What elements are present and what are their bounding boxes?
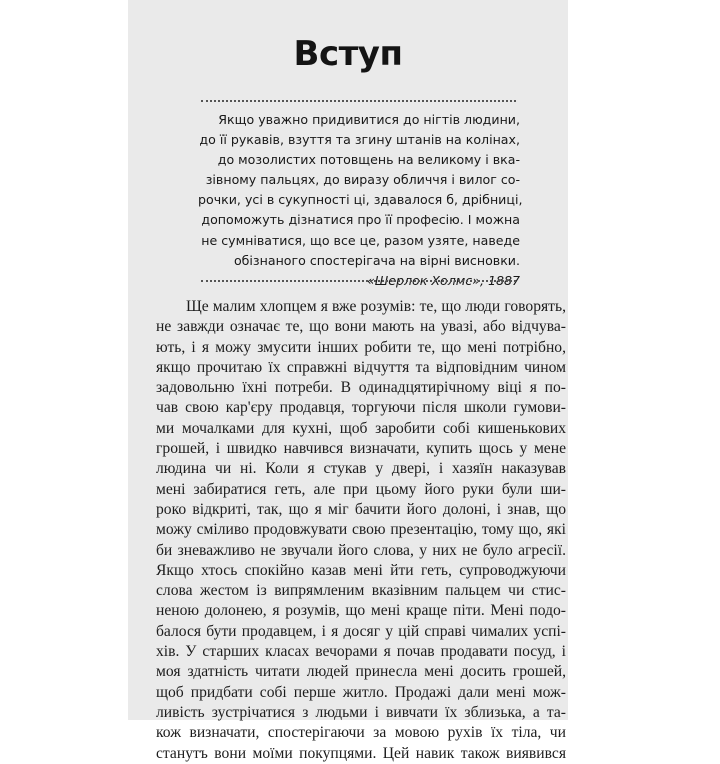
body-line: кож визначати, спостерігаючи за мовою рухів їх тіла, чи (156, 724, 566, 742)
body-line: щоб придбати собі перше житло. Продажі дали мені мож- (156, 683, 566, 701)
chapter-heading: Вступ (293, 34, 403, 74)
epigraph-line: зівному пальцях, до виразу обличчя і вилог со- (205, 172, 520, 188)
epigraph-line: рочки, усі в сукупності ці, здавалося б, дрібниці, (198, 192, 523, 208)
epigraph-line: Якщо уважно придивитися до нігтів людини, (218, 112, 520, 127)
body-line: Якщо хтось спокійно казав мені йти геть, супроводжуючи (156, 561, 566, 579)
body-line: станутъ вони моїми покупцями. Цей навик також виявився (156, 744, 566, 762)
body-line: мені забиратися геть, але при цьому його руки були ши- (156, 480, 566, 498)
epigraph-line: обізнаного спостерігача на вірні висновки. (233, 252, 520, 268)
body-line: грошей, і швидко навчився визначати, купить щось у мене (156, 440, 566, 458)
book-page (128, 0, 568, 762)
epigraph-attribution: «Шерлок Холмс», 1887 (367, 272, 520, 288)
body-line: людина чи ні. Коли я стукав у двері, і хазяїн наказував (156, 460, 566, 478)
body-line: хів. У старших класах вечорами я почав продавати посуд, і (156, 643, 566, 661)
body-line: ливість зустрічатися з людьми і вивчати їх зблизька, а та- (156, 703, 566, 721)
body-line: моя здатність читати людей принесла мені досить грошей, (156, 663, 566, 681)
body-line: ми мочалками для кухні, щоб заробити собі кишенькових (156, 419, 566, 437)
body-line: ють, і я можу змусити інших робити те, що мені потрібно, (156, 338, 566, 356)
body-line: балося бути продавцем, і я досяг у цій справі чималих успі- (156, 622, 566, 640)
body-line: задовольню їхні потреби. В одинадцятирічному віці я по- (156, 379, 566, 397)
epigraph-line: до мозолистих потовщень на великому і вка- (217, 152, 520, 168)
body-line: якщо прочитаю їх справжні відчуття та відповідним чином (156, 358, 566, 376)
epigraph-line: допоможуть дізнатися про її професію. І можна (201, 212, 520, 228)
epigraph-line: не сумніватися, що все це, разом узяте, наведе (201, 232, 520, 248)
body-line: роко відкриті, так, що я міг бачити його долоні, і знав, що (156, 500, 566, 518)
body-line: слова жестом із випрямленим вказівним пальцем чи стис- (156, 582, 566, 600)
body-line: можу сміливо продовжувати свою презентацію, тому що, які (156, 521, 566, 539)
epigraph (198, 110, 523, 291)
epigraph-line: до її рукавів, взуття та згину штанів на колінах, (199, 132, 520, 148)
body-line: Ще малим хлопцем я вже розумів: те, що люди говорять, (186, 298, 566, 315)
dotted-divider-top (201, 100, 516, 102)
body-line: би зневажливо не звучали його слова, у них не було агресії. (156, 541, 566, 559)
body-text (156, 297, 566, 764)
dotted-divider-bottom (201, 280, 516, 282)
body-line: чав свою кар'єру продавця, торгуючи після школи гумови- (156, 399, 566, 417)
body-line: неною долонею, я розумів, що мені краще піти. Мені подо- (156, 602, 566, 620)
body-line: не завжди означає те, що вони мають на увазі, або відчува- (156, 318, 566, 336)
